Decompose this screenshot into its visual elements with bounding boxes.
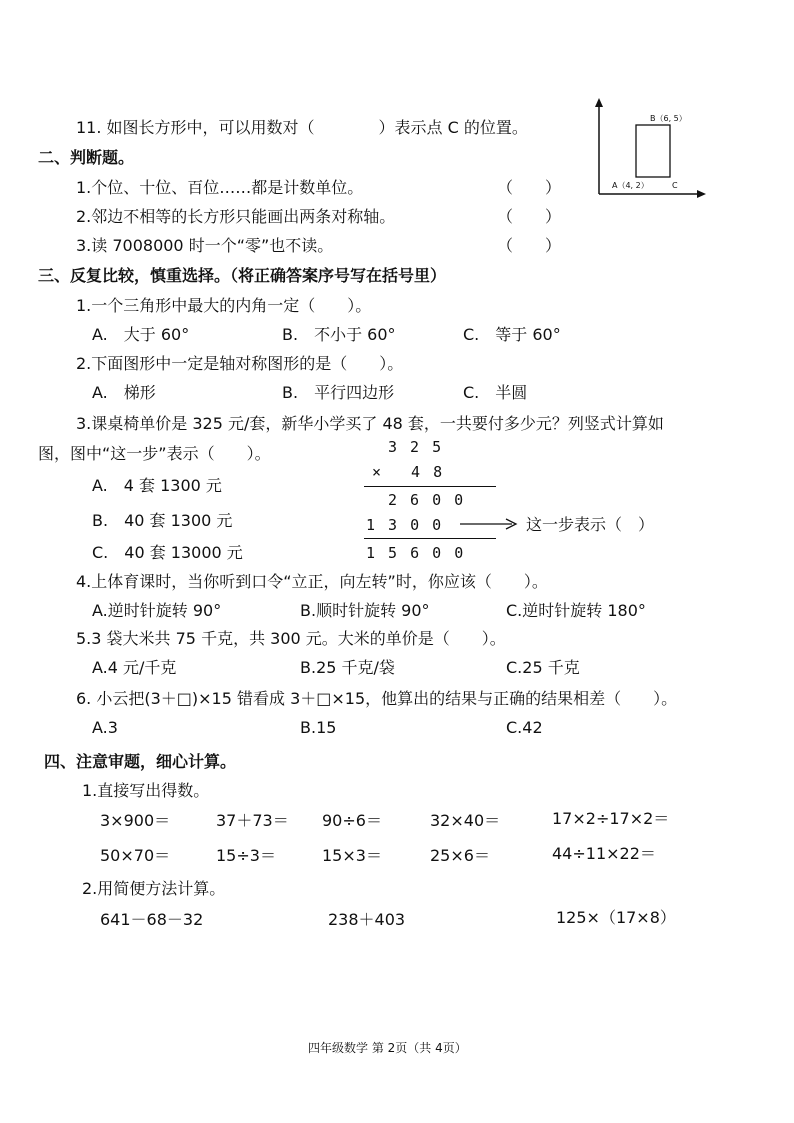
choice-q2-option-a[interactable]: A. 梯形 <box>92 383 156 402</box>
judge-item-3: 3.读 7008000 时一个“零”也不读。 <box>76 236 334 255</box>
judge-item-1: 1.个位、十位、百位……都是计数单位。 <box>76 178 364 197</box>
judge-item-2: 2.邻边不相等的长方形只能画出两条对称轴。 <box>76 207 396 226</box>
section-3-title: 三、反复比较，慎重选择。（将正确答案序号写在括号里） <box>38 266 447 285</box>
choice-q1: 1.一个三角形中最大的内角一定（ ）。 <box>76 296 372 315</box>
choice-q6-option-c[interactable]: C.42 <box>506 718 543 737</box>
choice-q3-option-c[interactable]: C. 40 套 13000 元 <box>92 543 243 562</box>
question-11: 11. 如图长方形中，可以用数对（ ）表示点 C 的位置。 <box>76 118 528 137</box>
mental-calc-1-3: 90÷6＝ <box>322 811 382 830</box>
section-4-title: 四、注意审题，细心计算。 <box>44 752 237 771</box>
page-footer: 四年级数学 第 2页（共 4页） <box>308 1041 467 1055</box>
mental-calc-2-5: 44÷11×22＝ <box>552 844 656 863</box>
choice-q5-option-c[interactable]: C.25 千克 <box>506 658 580 677</box>
choice-q2-option-c[interactable]: C. 半圆 <box>463 383 528 402</box>
label-b: B（6, 5） <box>650 114 687 123</box>
choice-q5-option-b[interactable]: B.25 千克/袋 <box>300 658 395 677</box>
mental-calc-1-5: 17×2÷17×2＝ <box>552 809 670 828</box>
choice-q3-line1: 3.课桌椅单价是 325 元/套，新华小学买了 48 套，一共要付多少元？列竖式计算如 <box>76 414 664 433</box>
mental-calc-2-3: 15×3＝ <box>322 846 382 865</box>
choice-q6: 6. 小云把(3＋□)×15 错看成 3＋□×15，他算出的结果与正确的结果相差（ ）。 <box>76 689 678 708</box>
calc-partial-1: 2 6 0 0 <box>388 491 466 509</box>
mental-calc-2-4: 25×6＝ <box>430 846 490 865</box>
choice-q4: 4.上体育课时，当你听到口令“立正，向左转”时，你应该（ ）。 <box>76 572 548 591</box>
choice-q3-option-a[interactable]: A. 4 套 1300 元 <box>92 476 222 495</box>
mental-calc-1-2: 37＋73＝ <box>216 811 289 830</box>
rectangle-shape <box>636 125 670 177</box>
choice-q1-option-b[interactable]: B. 不小于 60° <box>282 325 396 344</box>
choice-q4-option-b[interactable]: B.顺时针旋转 90° <box>300 601 430 620</box>
section-4-sub2-title: 2.用简便方法计算。 <box>82 879 226 898</box>
calc-partial-2: 1 3 0 0 <box>366 516 444 534</box>
choice-q1-option-a[interactable]: A. 大于 60° <box>92 325 190 344</box>
arrow-icon <box>460 516 520 532</box>
choice-q3-option-b[interactable]: B. 40 套 1300 元 <box>92 511 233 530</box>
calc-line-1 <box>364 486 496 487</box>
choice-q3-line2: 图，图中“这一步”表示（ ）。 <box>38 444 271 463</box>
section-2-title: 二、判断题。 <box>38 148 135 167</box>
choice-q2: 2.下面图形中一定是轴对称图形的是（ ）。 <box>76 354 404 373</box>
coordinate-figure <box>588 96 708 202</box>
calc-arrow-label: 这一步表示（ ） <box>526 515 655 534</box>
choice-q2-option-b[interactable]: B. 平行四边形 <box>282 383 395 402</box>
y-axis-arrow-icon <box>595 98 603 107</box>
mental-calc-1-4: 32×40＝ <box>430 811 501 830</box>
choice-q4-option-c[interactable]: C.逆时针旋转 180° <box>506 601 646 620</box>
calc-multiplier: × 4 8 <box>372 463 445 481</box>
choice-q4-option-a[interactable]: A.逆时针旋转 90° <box>92 601 222 620</box>
simplify-calc-1: 641－68－32 <box>100 910 204 929</box>
calc-line-2 <box>364 538 496 539</box>
choice-q5-option-a[interactable]: A.4 元/千克 <box>92 658 177 677</box>
x-axis-arrow-icon <box>697 190 706 198</box>
section-4-sub1-title: 1.直接写出得数。 <box>82 781 210 800</box>
judge-paren-3[interactable]: （ ） <box>497 236 562 255</box>
choice-q6-option-a[interactable]: A.3 <box>92 718 118 737</box>
judge-paren-1[interactable]: （ ） <box>497 178 562 197</box>
choice-q6-option-b[interactable]: B.15 <box>300 718 337 737</box>
mental-calc-2-2: 15÷3＝ <box>216 846 276 865</box>
choice-q5: 5.3 袋大米共 75 千克，共 300 元。大米的单价是（ ）。 <box>76 629 506 648</box>
choice-q1-option-c[interactable]: C. 等于 60° <box>463 325 561 344</box>
mental-calc-2-1: 50×70＝ <box>100 846 171 865</box>
calc-result: 1 5 6 0 0 <box>366 544 466 562</box>
simplify-calc-2: 238＋403 <box>328 910 406 929</box>
label-c: C <box>672 181 678 190</box>
calc-multiplicand: 3 2 5 <box>388 438 444 456</box>
mental-calc-1-1: 3×900＝ <box>100 811 171 830</box>
simplify-calc-3: 125×（17×8） <box>556 908 676 927</box>
label-a: A（4, 2） <box>612 181 649 190</box>
judge-paren-2[interactable]: （ ） <box>497 207 562 226</box>
